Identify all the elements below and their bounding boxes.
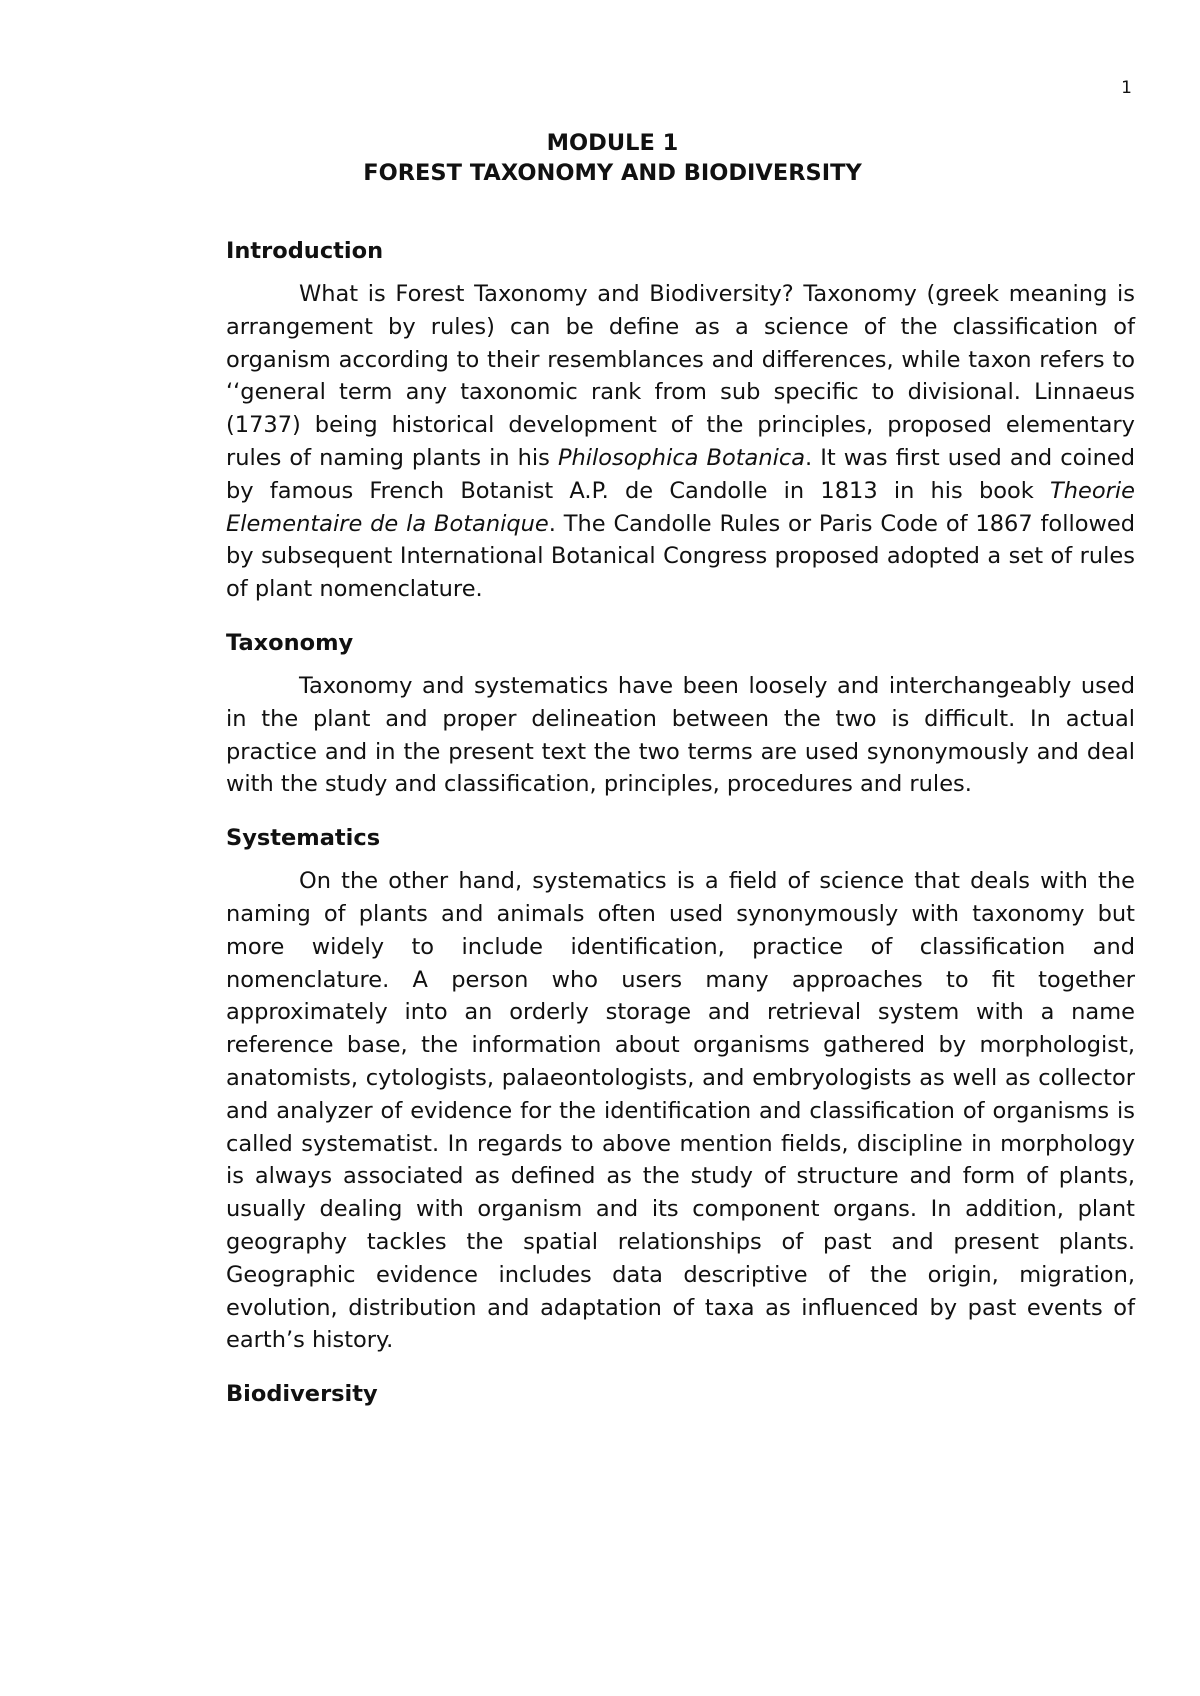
introduction-italic-title-2: Theorie Elementaire de la Botanique bbox=[226, 477, 1135, 537]
module-title: MODULE 1 bbox=[546, 130, 679, 156]
title-block bbox=[0, 128, 1200, 188]
introduction-heading: Introduction bbox=[226, 238, 384, 264]
document-body bbox=[226, 236, 1135, 1409]
taxonomy-paragraph: Taxonomy and systematics have been loosely and interchangeably used in the plant and proper delineation between the two is difficult. In actual practice and in the present text the two terms are used synonymously and deal with the study and classification, principles, procedures and rules. bbox=[226, 672, 1135, 798]
systematics-paragraph: On the other hand, systematics is a field of science that deals with the naming of plants and animals often used synonymously with taxonomy but more widely to include identification, practice of classification and nomenclature. A person who users many approaches to fit together approximately into an orderly storage and retrieval system with a name reference base, the information about organisms gathered by morphologist, anatomists, cytologists, palaeontologists, and embryologists as well as collector and analyzer of evidence for the identification and classification of organisms is called systematist. In regards to above mention fields, discipline in morphology is always associated as defined as the study of structure and form of plants, usually dealing with organism and its component organs. In addition, plant geography tackles the spatial relationships of past and present plants. Geographic evidence includes data descriptive of the origin, migration, evolution, distribution and adaptation of taxa as influenced by past events of earth’s history. bbox=[226, 868, 1135, 1354]
introduction-text-1: What is Forest Taxonomy and Biodiversity? Taxonomy (greek meaning is arrangement by rules) can be define as a science of the classification of organism according to their resemblances and differences, while taxon refers to ‘‘general term any taxonomic rank from sub specific to divisional. Linnaeus (1737) being historical development of the principles, proposed elementary rules of naming plants in his bbox=[226, 281, 1135, 471]
systematics-heading: Systematics bbox=[226, 825, 381, 852]
introduction-text-3: . The Candolle Rules or Paris Code of 1867 followed by subsequent International Botanical Congress proposed adopted a set of rules of plant nomenclature. bbox=[226, 510, 1135, 603]
biodiversity-heading: Biodiversity bbox=[226, 1381, 378, 1408]
module-subtitle: FOREST TAXONOMY AND BIODIVERSITY bbox=[363, 160, 862, 186]
taxonomy-heading: Taxonomy bbox=[226, 629, 354, 656]
introduction-paragraph bbox=[226, 278, 1135, 606]
introduction-italic-title-1: Philosophica Botanica bbox=[557, 444, 806, 471]
introduction-text-2: . It was first used and coined by famous French Botanist A.P. de Candolle in 1813 in his book bbox=[226, 444, 1136, 504]
page-number: 1 bbox=[1121, 78, 1132, 98]
